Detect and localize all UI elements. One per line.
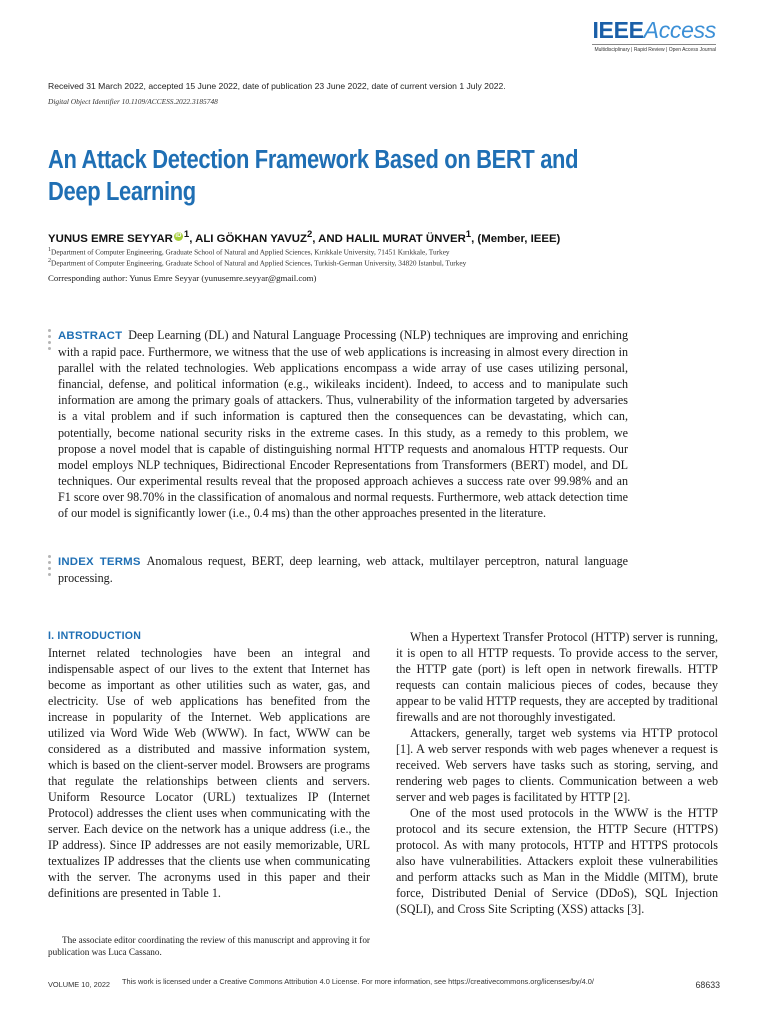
affiliation-1 [48,247,450,256]
logo-ieee: IEEE [592,17,644,43]
page-number: 68633 [695,980,720,990]
editor-footnote: The associate editor coordinating the review of this manuscript and approving it for publication was Luca Cassano. [48,935,370,957]
affiliation-2 [48,258,466,267]
footer-volume: VOLUME 10, 2022 [48,980,111,989]
paper-title: An Attack Detection Framework Based on BERT and Deep Learning [48,146,579,206]
author-3-affil: 1 [465,229,472,240]
author-1: YUNUS EMRE SEYYAR [48,232,173,245]
received-dates: Received 31 March 2022, accepted 15 June 2022, date of publication 23 June 2022, date of current version 1 July 2022. [48,81,506,91]
logo-tagline: Multidisciplinary | Rapid Review | Open Access Journal [592,44,716,54]
corresponding-author: Corresponding author: Yunus Emre Seyyar (yunusemre.seyyar@gmail.com) [48,273,317,283]
paragraph: One of the most used protocols in the WWW is the HTTP protocol and its secure extension, the HTTP Secure (HTTPS) protocol. As with many protocols, HTTP and HTTPS protocols also have vulnerabilities. Attackers exploit these vulnerabilities and perform attacks such as Man in the Middle (MITM), brute force, Distributed Denial of Service (DDoS), SQL Injection (SQLI), and Cross Site Scripting (XSS) attacks [3]. [396,806,718,916]
abstract-text: Deep Learning (DL) and Natural Language Processing (NLP) techniques are improving and enriching with a rapid pace. Furthermore, we witness that the use of web applications is increasing in almost every direction in parallel with the related technologies. Web applications encompass a wide array of use cases utilizing personal, financial, defense, and political information (e.g., wikileaks incident). Indeed, to access and to manipulate such information are among the primary goals of attackers. Thus, vulnerability of the information targeted by adversaries is a vital problem and if such information is captured then the consequences can be devastating, which can, potentially, become national security risks in the extreme cases. In this study, as a remedy to this problem, we propose a novel model that is capable of distinguishing normal HTTP requests and anomalous HTTP requests. Our model employs NLP techniques, Bidirectional Encoder Representations from Transformers (BERT) model, and DL techniques. Our experimental results reveal that the proposed approach achieves a success rate over 99.98% and an F1 score over 98.70% in the classification of anomalous and normal requests. Furthermore, web attack detection time of our model is significantly lower (i.e., 0.4 ms) than the other approaches presented in the literature. [58,328,628,521]
paragraph: Attackers, generally, target web systems via HTTP protocol [1]. A web server responds with web pages whenever a request is received. Web servers have tasks such as storing, serving, and rendering web pages to clients. Communication between a web server and web pages is facilitated by HTTP [2]. [396,726,718,804]
abstract-marker-icon [48,329,53,353]
affiliation-1-num: 1 [48,247,52,253]
index-terms-text: Anomalous request, BERT, deep learning, web attack, multilayer perceptron, natural language processing. [58,554,628,586]
author-3: , AND HALIL MURAT ÜNVER [312,232,466,245]
logo-access: Access [643,17,716,43]
left-column [48,645,370,901]
author-2: , ALI GÖKHAN YAVUZ [189,232,307,245]
author-2-affil: 2 [306,229,313,240]
section-heading: I. INTRODUCTION [48,630,142,642]
orcid-icon[interactable]: iD [175,233,182,239]
abstract [58,327,628,521]
index-terms [58,553,628,586]
author-list [48,229,560,245]
affiliation-1-text: Department of Computer Engineering, Graduate School of Natural and Applied Sciences, Kırıkkale University, 71451 Kırıkkale, Turkey [51,247,450,257]
page-footer [48,977,720,991]
author-suffix: , (Member, IEEE) [471,232,561,245]
footer-license: This work is licensed under a Creative Commons Attribution 4.0 License. For more information, see https://creativecommons.org/licenses/by/4.0/ [122,977,594,986]
affiliation-2-text: Department of Computer Engineering, Graduate School of Natural and Applied Sciences, Turkish-German University, 34820 Istanbul, Turkey [51,258,467,268]
doi: Digital Object Identifier 10.1109/ACCESS.2022.3185748 [48,97,218,106]
author-1-affil: 1 [183,229,190,240]
index-terms-label: INDEX TERMS [58,556,141,568]
paragraph: Internet related technologies have been an integral and indispensable aspect of our lives to the extent that Internet has become as important as other utilities such as water, gas, and electricity. Use of web applications has benefited from the increase in popularity of the Internet. Web applications are utilized via Word Wide Web (WWW). In fact, WWW can be considered as a distributed and massive information system, which is based on the client-server model. Browsers are programs that regulate the relationships between clients and servers. Uniform Resource Locator (URL) textualizes IP (Internet Protocol) addresses the client uses when communicating with the server. Each device on the network has a unique address (i.e., the IP address). Since IP addresses are not easily memorizable, URL textualizes IP addresses that the clients use when communicating with the server. The acronyms used in this paper and their definitions are presented in Table 1. [48,646,370,900]
right-column [396,629,718,917]
affiliation-2-num: 2 [48,258,52,264]
index-terms-marker-icon [48,555,53,579]
journal-logo [592,18,716,54]
abstract-label: ABSTRACT [58,330,123,342]
paragraph: When a Hypertext Transfer Protocol (HTTP) server is running, it is open to all HTTP requests. To provide access to the server, the HTTP gate (port) is left open in network firewalls. HTTP requests can contain malicious pieces of codes, because they appear to be valid HTTP requests, they are accepted by traditional firewalls and are not thoroughly investigated. [396,630,718,724]
